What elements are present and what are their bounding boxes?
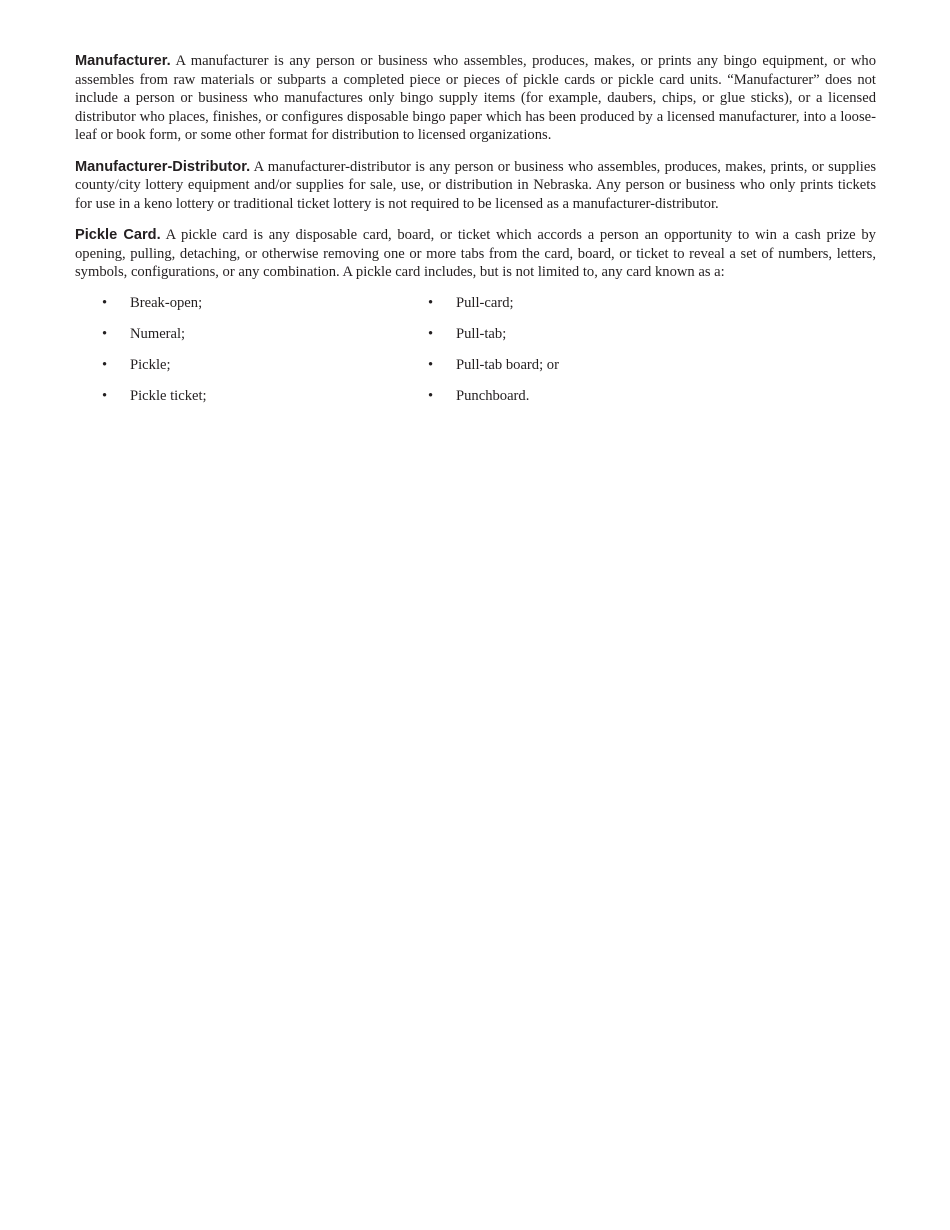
list-item — [102, 294, 428, 325]
list-item — [102, 387, 428, 418]
definition-pickle-card — [75, 226, 876, 282]
list-item-label: Pull-tab; — [456, 326, 507, 343]
list-item — [428, 387, 559, 418]
list-item — [428, 294, 559, 325]
definition-text: A pickle card is any disposable card, board, or ticket which accords a person an opportunity to win a cash prize by opening, pulling, detaching, or otherwise removing one or more tabs from the card, board, or ticket to reveal a set of numbers, letters, symbols, configurations, or any combination. A pickle card includes, but is not limited to, any card known as a: — [75, 226, 876, 281]
list-item — [102, 325, 428, 356]
term-heading: Manufacturer. — [75, 53, 171, 69]
bullet-column-right — [428, 294, 559, 418]
definition-text: A manufacturer is any person or business who assembles, produces, makes, or prints any bingo equipment, or who assembles from raw materials or subparts a completed piece or pieces of pickle cards or pickle card units. “Manufacturer” does not include a person or business who manufactures only bingo supply items (for example, daubers, chips, or glue sticks), or a licensed distributor who places, finishes, or configures disposable bingo paper which has been produced by a licensed manufacturer, into a loose-leaf or book form, or some other format for distribution to licensed organizations. — [75, 53, 876, 144]
bullet-icon: • — [428, 326, 434, 343]
list-item-label: Pickle; — [130, 357, 171, 374]
list-item-label: Numeral; — [130, 326, 186, 343]
bullet-icon: • — [428, 388, 434, 405]
definition-manufacturer-distributor — [75, 158, 876, 214]
document-page — [75, 52, 876, 418]
bullet-icon: • — [102, 295, 108, 312]
bullet-icon: • — [102, 326, 108, 343]
pickle-card-types-list — [75, 294, 876, 418]
definition-manufacturer — [75, 52, 876, 145]
bullet-icon: • — [428, 295, 434, 312]
list-item — [428, 325, 559, 356]
list-item-label: Break-open; — [130, 295, 203, 312]
list-item-label: Pickle ticket; — [130, 388, 207, 405]
list-item-label: Punchboard. — [456, 388, 530, 405]
bullet-icon: • — [102, 388, 108, 405]
list-item-label: Pull-tab board; or — [456, 357, 559, 374]
term-heading: Pickle Card. — [75, 226, 161, 243]
term-heading: Manufacturer-Distributor. — [75, 158, 251, 175]
bullet-icon: • — [102, 357, 108, 374]
list-item-label: Pull-card; — [456, 295, 514, 312]
bullet-icon: • — [428, 357, 434, 374]
definition-text: A manufacturer-distributor is any person or business who assembles, produces, makes, prints, or supplies county/city lottery equipment and/or supplies for sale, use, or distribution in Nebraska. Any person or business who only prints tickets for use in a keno lottery or traditional ticket lottery is not required to be licensed as a manufacturer-distributor. — [75, 158, 876, 212]
list-item — [102, 356, 428, 387]
list-item — [428, 356, 559, 387]
bullet-column-left — [75, 294, 428, 418]
